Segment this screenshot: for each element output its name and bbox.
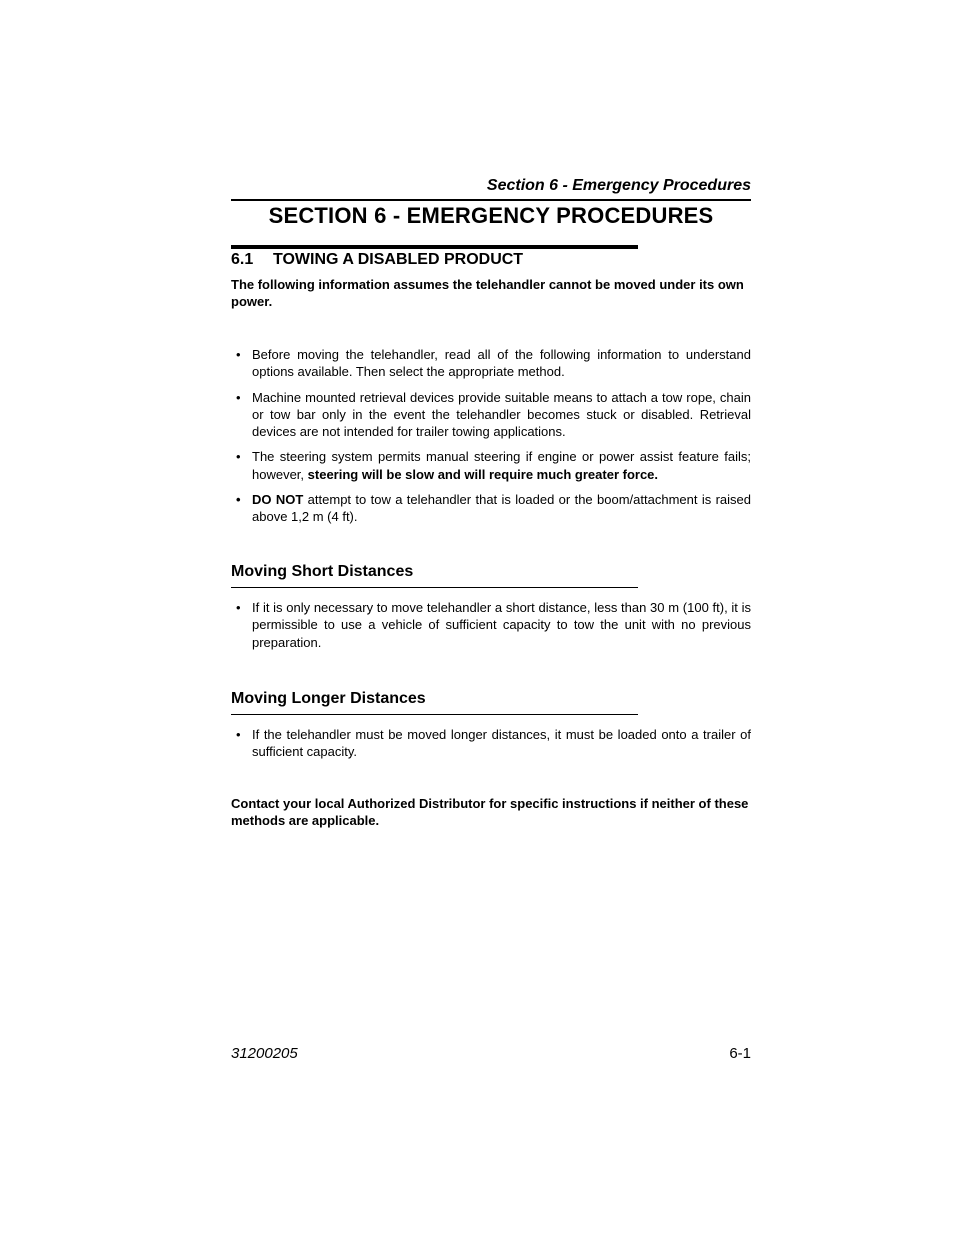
bullet-icon: • [236, 727, 241, 742]
bullet-icon: • [236, 600, 241, 615]
bullet-icon: • [236, 347, 241, 362]
page-number: 6-1 [729, 1045, 751, 1062]
list-item: • DO NOT attempt to tow a telehandler that is loaded or the boom/attachment is raised above 1,2 m (4 ft). [236, 492, 751, 525]
subsection-number: 6.1 [231, 251, 254, 268]
steering-warning: steering will be slow and will require much greater force. [307, 466, 659, 482]
intro-paragraph: The following information assumes the telehandler cannot be moved under its own power. [231, 277, 744, 309]
subsection-title: TOWING A DISABLED PRODUCT [273, 251, 524, 268]
bullet-icon: • [236, 449, 241, 465]
subsection-heading [231, 251, 523, 269]
short-distances-heading: Moving Short Distances [231, 563, 414, 580]
short-bullet-list [231, 599, 751, 651]
short-distances-rule [231, 587, 638, 588]
list-item: • The steering system permits manual steering if engine or power assist feature fails; however, steering will be slow and will require much greater force. [236, 449, 751, 482]
subsection-rule [231, 245, 638, 249]
bullet-icon: • [236, 492, 241, 508]
longer-distances-heading: Moving Longer Distances [231, 690, 426, 707]
document-number: 31200205 [231, 1045, 298, 1062]
list-item: • Machine mounted retrieval devices provide suitable means to attach a tow rope, chain or tow bar only in the event the telehandler becomes stuck or disabled. Retrieval devices are not intended for trailer towing applications. [236, 389, 751, 440]
list-item: • If it is only necessary to move telehandler a short distance, less than 30 m (100 ft), it is permissible to use a vehicle of sufficient capacity to tow the unit with no previous preparation. [236, 600, 751, 650]
main-bullet-list [231, 346, 751, 526]
closing-paragraph: Contact your local Authorized Distributor for specific instructions if neither of these methods are applicable. [231, 796, 749, 828]
list-item: • Before moving the telehandler, read all of the following information to understand options available. Then select the appropriate method. [236, 347, 751, 380]
section-title: SECTION 6 - EMERGENCY PROCEDURES [268, 203, 714, 228]
do-not-label: DO NOT [252, 492, 304, 508]
longer-distances-rule [231, 714, 638, 715]
list-item: • If the telehandler must be moved longer distances, it must be loaded onto a trailer of sufficient capacity. [236, 727, 751, 760]
longer-bullet-list [231, 726, 751, 761]
running-header: Section 6 - Emergency Procedures [486, 177, 751, 194]
header-rule [231, 199, 751, 201]
bullet-icon: • [236, 389, 241, 405]
